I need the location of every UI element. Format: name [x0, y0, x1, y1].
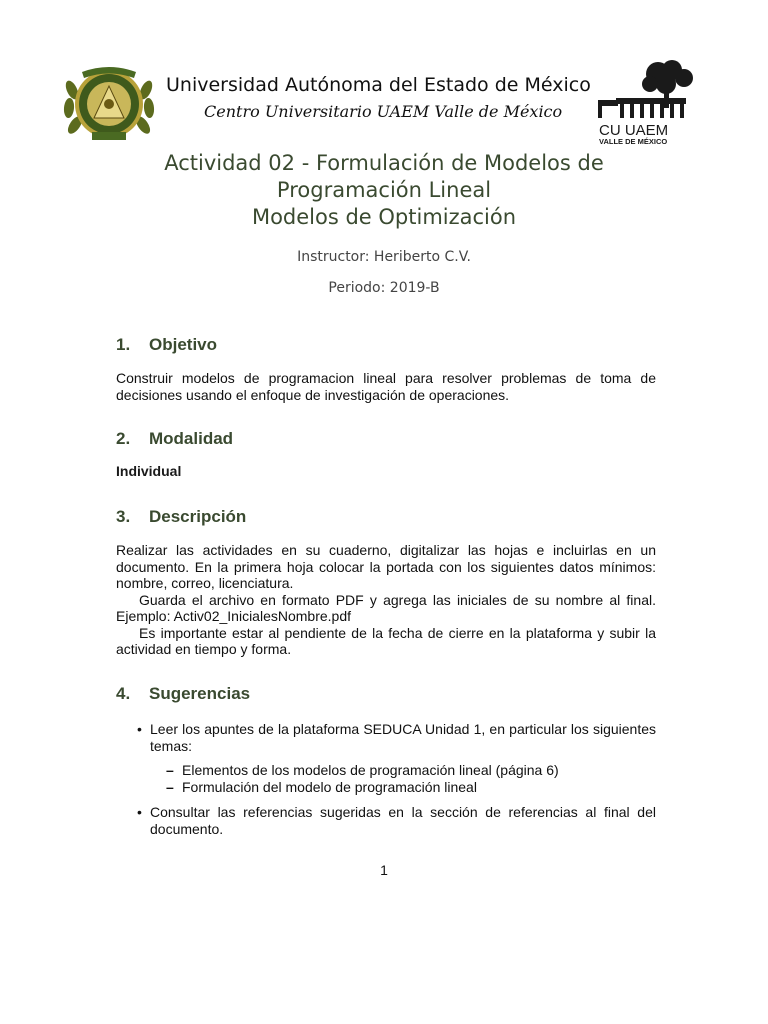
section-modalidad [116, 429, 656, 479]
instructor-line: Instructor: Heriberto C.V. [297, 249, 471, 265]
section-heading [116, 507, 656, 527]
section-number: 1. [116, 335, 131, 354]
section-title: Modalidad [149, 429, 234, 448]
university-seal-logo [62, 60, 156, 144]
section-number: 2. [116, 429, 131, 448]
section-sugerencias [116, 684, 656, 837]
sub-list-item [150, 779, 656, 796]
descripcion-paragraph-3: Es importante estar al pendiente de la fecha de cierre en la plataforma y subir la actividad en tiempo y forma. [116, 624, 656, 657]
section-number: 4. [116, 684, 131, 703]
campus-name: Centro Universitario UAEM Valle de México [204, 102, 563, 121]
sub-item-text: Elementos de los modelos de programación lineal (página 6) [182, 762, 559, 778]
list-item-text: Consultar las referencias sugeridas en la sección de referencias al final del documento. [150, 804, 656, 837]
descripcion-paragraph-1: Realizar las actividades en su cuaderno, digitalizar las hojas e incluirlas en un documento. En la primera hoja colocar la portada con los siguientes datos mínimos: nombre, correo, licenciatura. [116, 542, 656, 591]
bullet-icon: • [137, 804, 142, 820]
section-number: 3. [116, 507, 131, 526]
section-objetivo [116, 335, 656, 403]
section-descripcion [116, 507, 656, 658]
section-heading [116, 335, 656, 355]
page-number: 1 [380, 862, 388, 878]
sub-list-item [150, 762, 656, 779]
period-line: Periodo: 2019-B [328, 280, 440, 296]
logo-subtext: VALLE DE MÉXICO [599, 137, 668, 146]
section-heading [116, 684, 656, 704]
list-item-text: Leer los apuntes de la plataforma SEDUCA Unidad 1, en particular los siguientes temas: [150, 721, 656, 754]
logo-text: CU UAEM [599, 122, 669, 139]
section-title: Descripción [149, 507, 247, 526]
sub-item-text: Formulación del modelo de programación lineal [182, 778, 477, 795]
sub-list [150, 762, 656, 795]
document-title [0, 150, 768, 231]
objetivo-text: Construir modelos de programacion lineal para resolver problemas de toma de decisiones usando el enfoque de investigación de operaciones. [116, 370, 656, 403]
suggestions-list [116, 721, 656, 837]
title-line-3: Modelos de Optimización [251, 205, 517, 229]
list-item [116, 804, 656, 837]
title-line-2: Programación Lineal [276, 178, 492, 202]
section-title: Objetivo [149, 335, 218, 354]
bullet-icon: • [137, 721, 142, 737]
cu-uaem-logo [596, 56, 696, 146]
modalidad-text: Individual [116, 463, 182, 479]
section-heading [116, 429, 656, 449]
university-name: Universidad Autónoma del Estado de México [166, 74, 591, 96]
dash-icon: – [166, 778, 174, 795]
section-title: Sugerencias [149, 684, 251, 703]
list-item [116, 721, 656, 795]
title-line-1: Actividad 02 - Formulación de Modelos de [164, 151, 604, 175]
descripcion-paragraph-2: Guarda el archivo en formato PDF y agrega las iniciales de su nombre al final. Ejemplo: Activ02_InicialesNombre.pdf [116, 591, 656, 624]
dash-icon: – [166, 762, 174, 778]
